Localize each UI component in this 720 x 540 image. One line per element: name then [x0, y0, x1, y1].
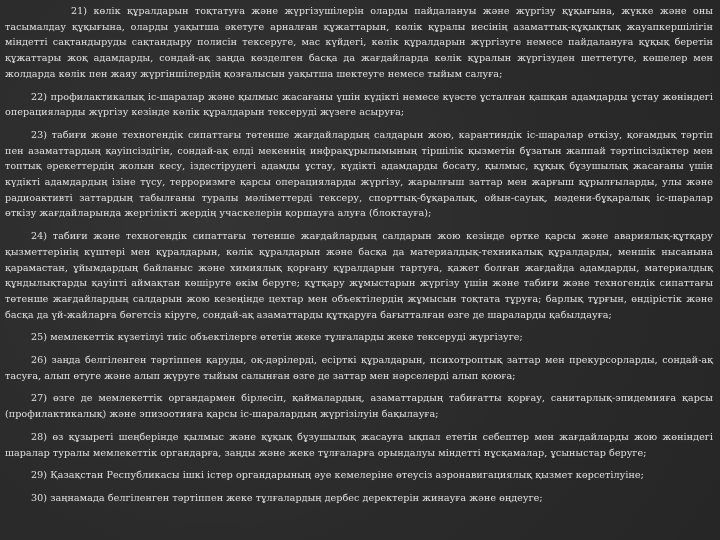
- paragraph-24: 24) табиғи және техногендік сипаттағы төтенше жағдайлардың салдарын жою кезінде өртке қарсы және авариялық-құтқару қызметтерінің күштері мен құралдарын, көлік құралдарын және басқа да материалдық-техникалық құралдарды, меншік нысанына қарамастан, ұйымдардың байланыс және химиялық қорғану құралдарын тартуға, қажет болған жағдайда адамдарды, материалдық құндылықтарды қауіпті аймақтан көшіруге өкім беруге; құтқару жұмыстарын жүргізу үшін және табиғи және техногендік сипаттағы төтенше жағдайлардың салдарын жою кезеңінде цехтар мен объектілердің жұмысын тоқтата тұруға; барлық тұрғын, өндірістік және басқа да үй-жайларға бөгетсіз кіруге, сондай-ақ азаматтарды құтқаруға бағытталған өзге де шараларды қабылдауға;: [5, 231, 713, 321]
- paragraph-27: 27) өзге де мемлекеттік органдармен бірлесіп, қаймалардың, азаматтардың табиғатты қорғау, санитарлық-эпидемияға қарсы (профилактикалық) және эпизоотияға қарсы іс-шаралардың жүргізілуін бақылауға;: [5, 393, 713, 421]
- paragraph-30: 30) заңнамада белгіленген тәртіппен жеке тұлғалардың дербес деректерін жинауға және өңдеуге;: [31, 492, 543, 504]
- paragraph-29: 29) Қазақстан Республикасы ішкі істер органдарының әуе кемелеріне өтеусіз аэронавигациялық қызмет көрсетілуіне;: [31, 470, 644, 482]
- document-body: [5, 4, 713, 514]
- paragraph-25: 25) мемлекеттік күзетілуі тиіс объектілерге өтетін жеке тұлғаларды жеке тексеруді жүргізуге;: [31, 332, 523, 344]
- paragraph-26: 26) заңда белгіленген тәртіппен қаруды, оқ-дәрілерді, есірткі құралдарын, психотроптық заттар мен прекурсорларды, сондай-ақ тасуға, алып өтуге және алып жүруге тыйым салынған өзге де заттар мен нәрселерді алып қоюға;: [5, 355, 713, 382]
- paragraph-23: 23) табиғи және техногендік сипаттағы төтенше жағдайлардың салдарын жою, карантиндік іс-шаралар өткізу, қоғамдық тәртіп пен азаматтардың қауіпсіздігін, сондай-ақ елді мекеннің инфрақұрылымының тіршілік қызметін бұзатын жаппай тәртіпсіздіктер мен топтық әрекеттердің жолын кесу, іздестірудегі адамды ұстау, күдікті адамдарды босату, қылмыс, құқық бұзушылық жасағаны үшін күдікті адамдардың ізіне түсу, терроризмге қарсы операцияларды жүргізу, жарылғыш заттар мен жарғыш құрылғыларды, улы және радиоактивті заттардың табылғаны туралы мәліметтерді тексеру, спорттық-бұқаралық, ойын-сауық, мәдени-бұқаралық іс-шаралар өткізу жағдайларында жергілікті жердің учаскелерін қоршауға алуға (блоктауға);: [5, 129, 713, 220]
- paragraph-28: 28) өз құзыреті шеңберінде қылмыс және құқық бұзушылық жасауға ықпал ететін себептер мен жағдайларды жою жөніндегі шаралар туралы мемлекеттік органдарға, заңды және жеке тұлғаларға орындалуы міндетті нұсқамалар, ұсыныстар беруге;: [5, 431, 713, 459]
- paragraph-21: 21) көлік құралдарын тоқтатуға және жүргізушілерін оларды пайдалануы және жүргізу құқығына, жүкке және оны тасымалдау құқығына, оларды уақытша әкетуге арналған құжаттарын, көлік құралы иесінің азаматтық-құқықтық жауапкершілігін міндетті сақтандыруды сақтандыру полисін тексеруге, мас күйдегі, көлік құралдарын жүргізуге немесе пайдалануға құқық беретін құжаттары жоқ адамдарды, сондай-ақ заңда көзделген басқа да жағдайларда көлік құралын жүргізуден шеттетуге, көшелер мен жолдарда көлік пен жаяу жүргіншілердің қозғалысын уақытша шектеуге немесе тыйым салуға;: [5, 6, 713, 80]
- paragraph-22: 22) профилактикалық іс-шаралар және қылмыс жасағаны үшін күдікті немесе күәсте ұсталған қашқан адамдарды ұстау жөніндегі операцияларды жүргізу кезінде көлік құралдарын тексеруді жүзеге асыруға;: [5, 91, 713, 119]
